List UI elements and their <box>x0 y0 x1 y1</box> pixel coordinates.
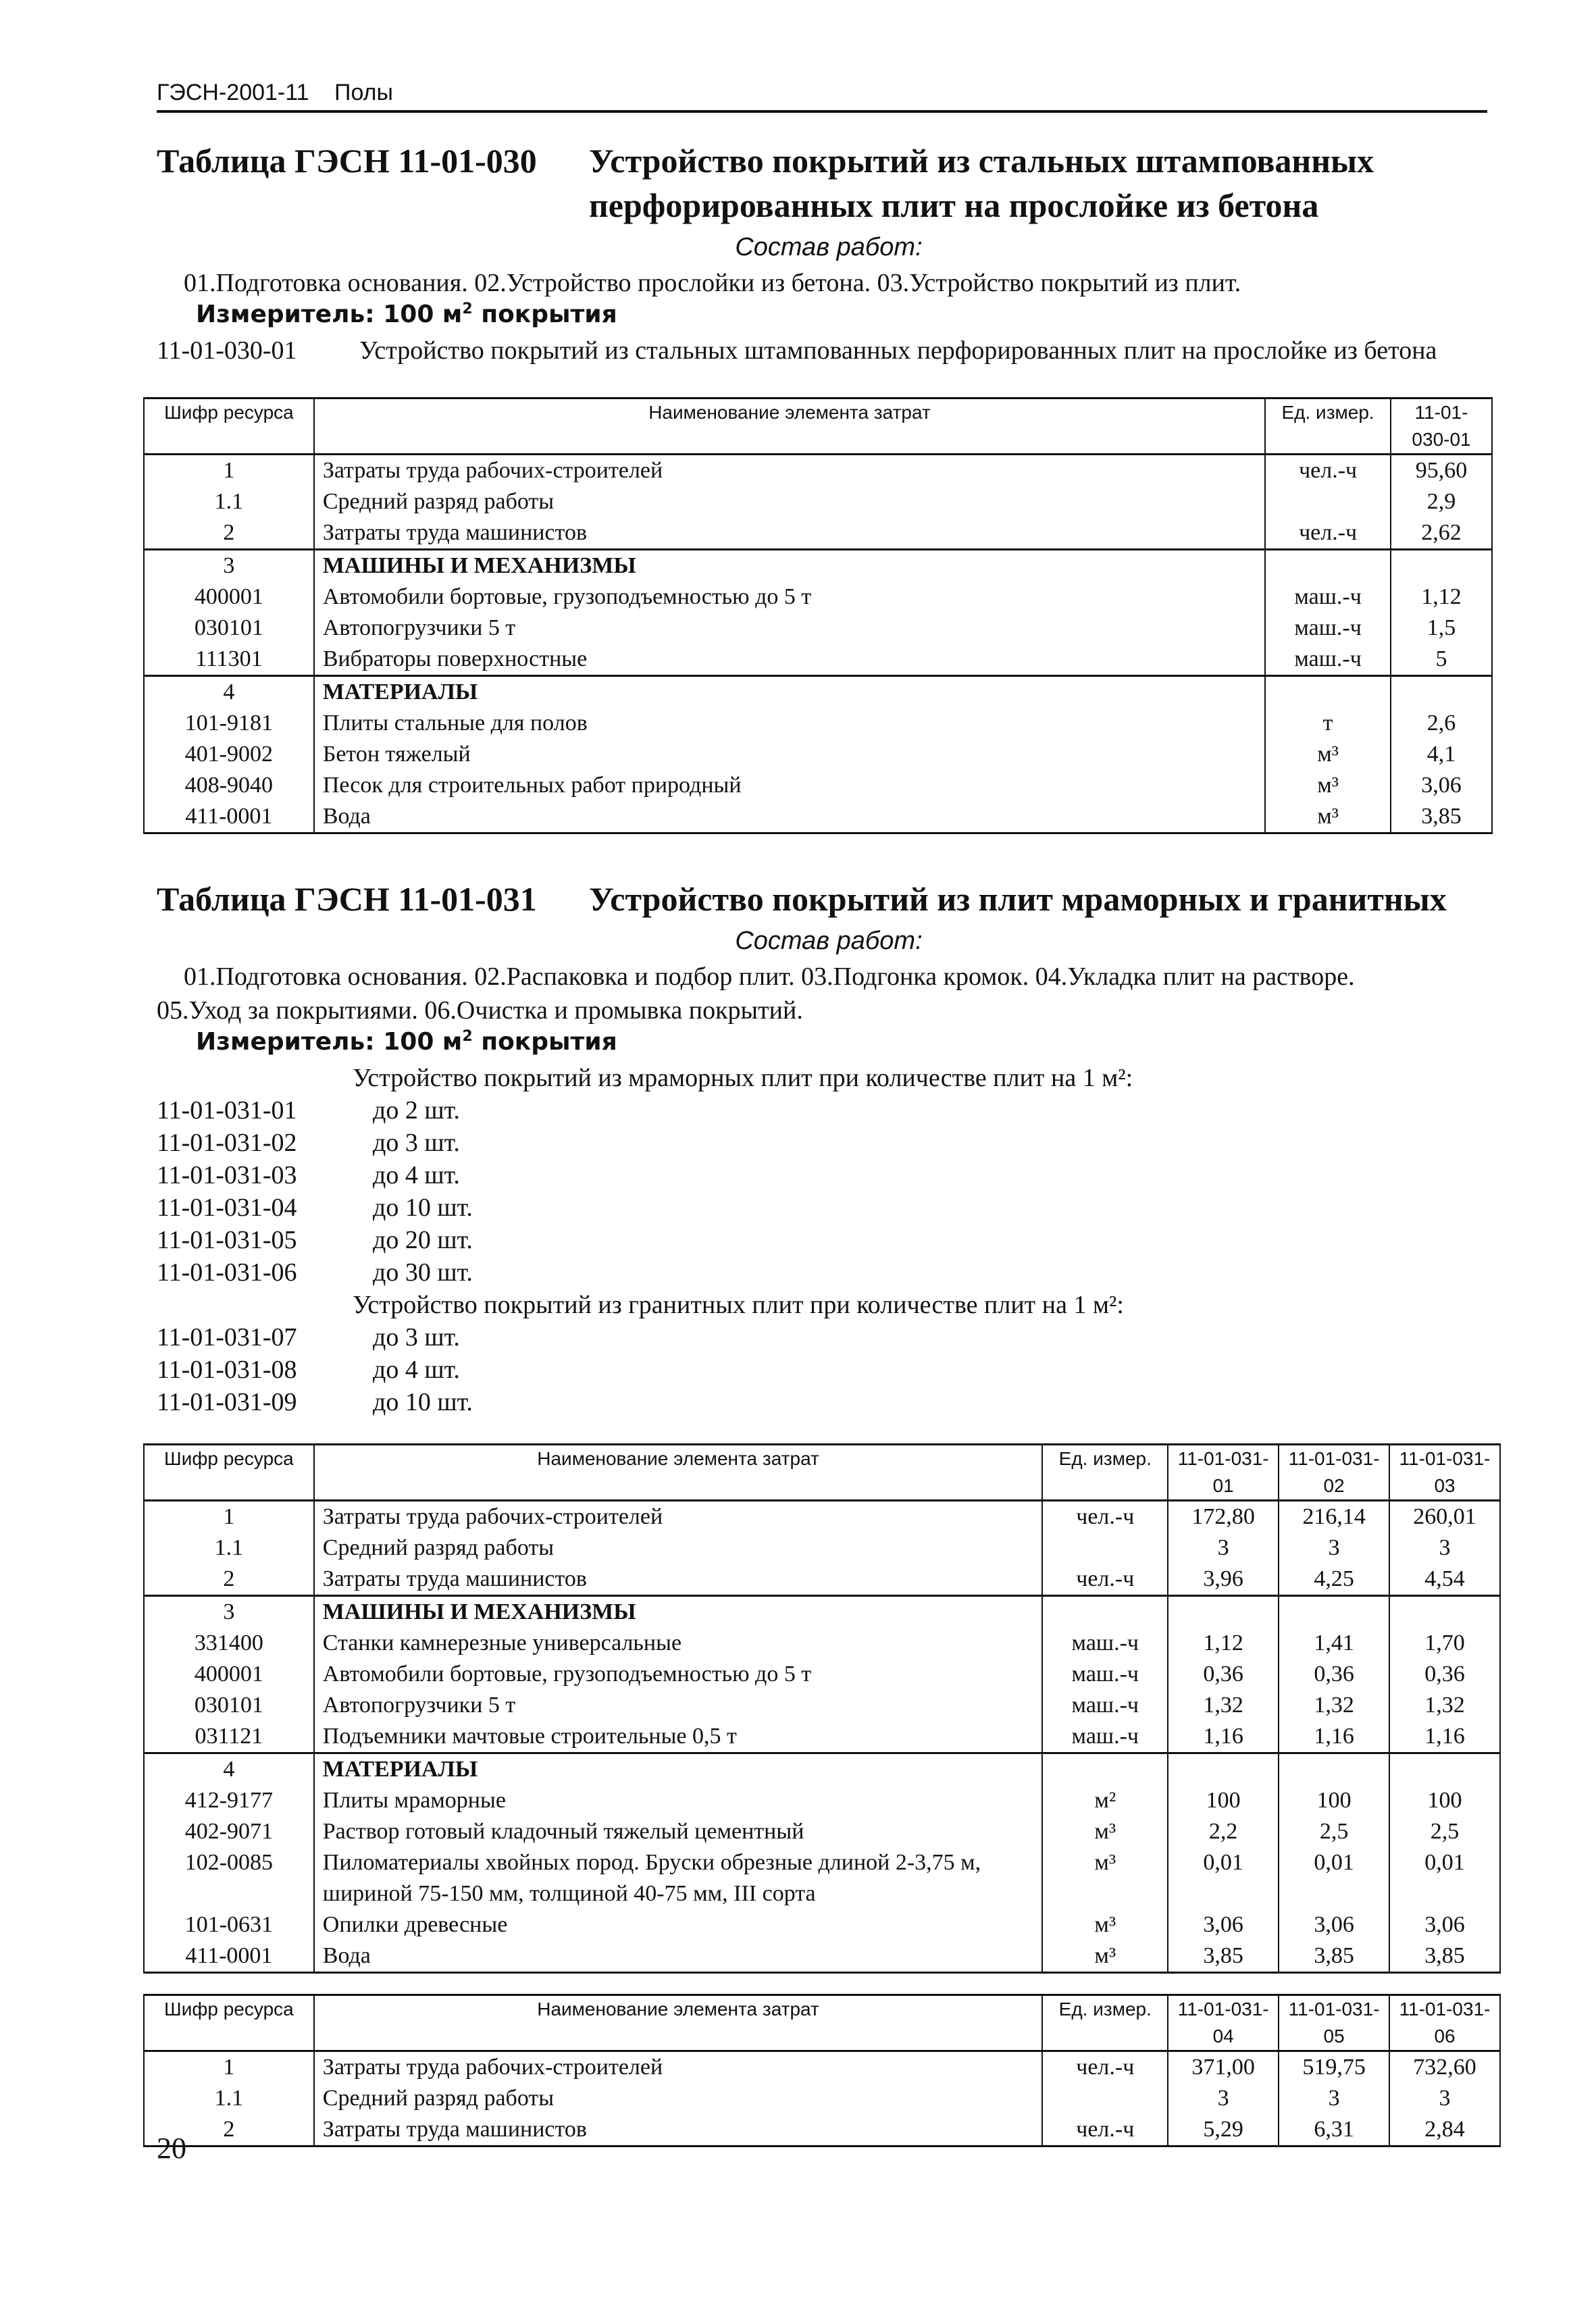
norm-value-cell: 1,5 <box>1391 613 1492 644</box>
col-header-code: Шифр ресурса <box>144 1445 314 1501</box>
norm-value-cell: 95,60 <box>1391 455 1492 487</box>
norm-value-cell: 3 <box>1389 1533 1500 1564</box>
resource-code-cell: 402-9071 <box>144 1816 314 1847</box>
resource-code-cell: 1 <box>144 2051 314 2084</box>
norm-value-cell: 1,16 <box>1279 1721 1389 1753</box>
norm-value-cell: 519,75 <box>1279 2051 1389 2084</box>
granite-intro: Устройство покрытий из гранитных плит при количестве плит на 1 м²: <box>353 1291 1124 1319</box>
item-desc: до 30 шт. <box>373 1258 473 1287</box>
unit-cell: маш.-ч <box>1042 1659 1168 1690</box>
table1-title-line2: перфорированных плит на прослойке из бетона <box>589 186 1319 224</box>
unit-cell: м³ <box>1265 770 1391 801</box>
unit-cell <box>1265 676 1391 709</box>
norm-value-cell: 3,85 <box>1391 801 1492 833</box>
item-desc: до 2 шт. <box>373 1096 460 1125</box>
unit-cell: т <box>1265 708 1391 739</box>
table-row <box>144 486 1492 517</box>
item-row <box>157 1224 1133 1256</box>
item-code: 11-01-031-06 <box>157 1258 297 1287</box>
cost-element-cell: Затраты труда рабочих-строителей <box>314 1501 1043 1533</box>
resource-code-cell: 400001 <box>144 582 314 613</box>
cost-element-cell: Затраты труда машинистов <box>314 1564 1043 1596</box>
cost-element-cell: Затраты труда машинистов <box>314 2114 1043 2146</box>
section-name: Полы <box>334 80 393 105</box>
norm-value-cell: 2,9 <box>1391 486 1492 517</box>
norm-value-cell: 0,36 <box>1389 1659 1500 1690</box>
table-row <box>144 1690 1500 1721</box>
unit-cell: маш.-ч <box>1042 1721 1168 1753</box>
cost-element-cell: Средний разряд работы <box>314 2083 1043 2114</box>
norm-value-cell: 1,70 <box>1389 1628 1500 1659</box>
resource-code-cell: 1.1 <box>144 486 314 517</box>
item-code: 11-01-031-03 <box>157 1161 297 1189</box>
norm-value-cell: 260,01 <box>1389 1501 1500 1533</box>
table2-header-row <box>144 1445 1500 1501</box>
resource-code-cell: 408-9040 <box>144 770 314 801</box>
norm-value-cell: 6,31 <box>1279 2114 1389 2146</box>
norm-value-cell: 0,01 <box>1279 1847 1389 1909</box>
item-row <box>157 1321 1133 1354</box>
col-header-unit: Ед. измер. <box>1265 398 1391 455</box>
norm-value-cell: 3 <box>1279 2083 1389 2114</box>
norm-value-cell: 3,85 <box>1168 1940 1279 1973</box>
norm-value-cell: 3 <box>1168 1533 1279 1564</box>
norm-value-cell: 0,01 <box>1168 1847 1279 1909</box>
cost-element-cell: Затраты труда рабочих-строителей <box>314 455 1265 487</box>
col-header-value-4: 11-01-031-04 <box>1168 1995 1279 2051</box>
table2-grid <box>143 1443 1501 1974</box>
resource-code-cell: 4 <box>144 1753 314 1786</box>
table2-composition-label: Состав работ: <box>735 927 923 955</box>
table1-item-desc: Устройство покрытий из стальных штампованных перфорированных плит на прослойке из бетона <box>359 336 1437 365</box>
cost-element-cell: Средний разряд работы <box>314 1533 1043 1564</box>
norm-value-cell: 100 <box>1279 1785 1389 1816</box>
resource-code-cell: 1 <box>144 1501 314 1533</box>
unit-cell: м³ <box>1265 739 1391 770</box>
page-number: 20 <box>157 2132 186 2165</box>
table1-item-code: 11-01-030-01 <box>157 336 297 365</box>
cost-element-cell: Опилки древесные <box>314 1909 1043 1940</box>
col-header-code: Шифр ресурса <box>144 398 314 455</box>
unit-cell: чел.-ч <box>1042 2114 1168 2146</box>
table-row <box>144 517 1492 550</box>
table2-title: Устройство покрытий из плит мраморных и гранитных <box>589 880 1447 918</box>
norm-value-cell: 2,62 <box>1391 517 1492 550</box>
norm-value-cell: 3,06 <box>1391 770 1492 801</box>
table-row <box>144 455 1492 487</box>
table-row <box>144 1533 1500 1564</box>
unit-cell: м³ <box>1265 801 1391 833</box>
resource-code-cell: 331400 <box>144 1628 314 1659</box>
table1-composition-label: Состав работ: <box>735 233 923 261</box>
cost-element-cell: Вибраторы поверхностные <box>314 644 1265 676</box>
resource-code-cell: 1.1 <box>144 1533 314 1564</box>
running-header <box>157 80 1487 113</box>
norm-value-cell <box>1168 1596 1279 1628</box>
norm-value-cell: 2,5 <box>1389 1816 1500 1847</box>
unit-cell: чел.-ч <box>1042 2051 1168 2084</box>
item-code: 11-01-031-08 <box>157 1356 297 1384</box>
unit-cell: маш.-ч <box>1265 613 1391 644</box>
resource-code-cell: 3 <box>144 550 314 582</box>
item-row <box>157 1094 1133 1127</box>
col-header-name: Наименование элемента затрат <box>314 1445 1043 1501</box>
section-heading-cell: МАТЕРИАЛЫ <box>314 676 1265 709</box>
unit-cell: м³ <box>1042 1909 1168 1940</box>
resource-code-cell: 412-9177 <box>144 1785 314 1816</box>
table-row <box>144 2083 1500 2114</box>
unit-cell: маш.-ч <box>1042 1690 1168 1721</box>
table-row <box>144 1659 1500 1690</box>
table-row <box>144 1501 1500 1533</box>
table-row <box>144 1753 1500 1786</box>
norm-value-cell: 5,29 <box>1168 2114 1279 2146</box>
cost-element-cell: Автомобили бортовые, грузоподъемностью до 5 т <box>314 582 1265 613</box>
table-row <box>144 582 1492 613</box>
norm-value-cell: 0,01 <box>1389 1847 1500 1909</box>
col-header-value: 11-01-030-01 <box>1391 398 1492 455</box>
cost-element-cell: Вода <box>314 801 1265 833</box>
norm-value-cell: 3,06 <box>1168 1909 1279 1940</box>
table1-heading <box>157 138 1501 228</box>
table-row <box>144 644 1492 676</box>
cost-element-cell: Затраты труда рабочих-строителей <box>314 2051 1043 2084</box>
unit-cell: чел.-ч <box>1265 455 1391 487</box>
norm-value-cell: 0,36 <box>1168 1659 1279 1690</box>
table1-title-line1: Устройство покрытий из стальных штампованных <box>589 142 1374 180</box>
norm-value-cell: 3 <box>1168 2083 1279 2114</box>
cost-element-cell: Вода <box>314 1940 1043 1973</box>
unit-cell: маш.-ч <box>1265 582 1391 613</box>
norm-value-cell: 2,5 <box>1279 1816 1389 1847</box>
table-row <box>144 1909 1500 1940</box>
item-desc: до 3 шт. <box>373 1323 460 1352</box>
norm-value-cell: 4,25 <box>1279 1564 1389 1596</box>
resource-code-cell: 102-0085 <box>144 1847 314 1909</box>
norm-value-cell: 100 <box>1168 1785 1279 1816</box>
unit-cell <box>1265 550 1391 582</box>
col-header-value-2: 11-01-031-02 <box>1279 1445 1389 1501</box>
unit-cell: чел.-ч <box>1265 517 1391 550</box>
norm-value-cell: 3,96 <box>1168 1564 1279 1596</box>
norm-value-cell: 3,85 <box>1389 1940 1500 1973</box>
norm-value-cell: 1,16 <box>1168 1721 1279 1753</box>
norm-value-cell: 0,36 <box>1279 1659 1389 1690</box>
norm-value-cell: 2,2 <box>1168 1816 1279 1847</box>
norm-value-cell: 2,6 <box>1391 708 1492 739</box>
table2-measure: Измеритель: 100 $м^2$ покрытия <box>196 1028 617 1056</box>
doc-code: ГЭСН-2001-11 <box>157 80 309 105</box>
resource-code-cell: 1.1 <box>144 2083 314 2114</box>
resource-code-cell: 411-0001 <box>144 1940 314 1973</box>
item-row <box>157 1127 1133 1159</box>
item-row <box>157 1386 1133 1418</box>
cost-element-cell: Бетон тяжелый <box>314 739 1265 770</box>
resource-code-cell: 111301 <box>144 644 314 676</box>
norm-value-cell <box>1279 1753 1389 1786</box>
item-row <box>157 1256 1133 1289</box>
norm-value-cell: 3 <box>1389 2083 1500 2114</box>
col-header-unit: Ед. измер. <box>1042 1445 1168 1501</box>
unit-cell: чел.-ч <box>1042 1564 1168 1596</box>
norm-value-cell: 5 <box>1391 644 1492 676</box>
table-row <box>144 1596 1500 1628</box>
cost-element-cell: Подъемники мачтовые строительные 0,5 т <box>314 1721 1043 1753</box>
norm-value-cell: 1,41 <box>1279 1628 1389 1659</box>
cost-element-cell: Автомобили бортовые, грузоподъемностью до 5 т <box>314 1659 1043 1690</box>
norm-value-cell: 100 <box>1389 1785 1500 1816</box>
table3-grid <box>143 1994 1501 2147</box>
cost-element-cell: Автопогрузчики 5 т <box>314 1690 1043 1721</box>
table-row <box>144 613 1492 644</box>
unit-cell: маш.-ч <box>1042 1628 1168 1659</box>
cost-element-cell: Пиломатериалы хвойных пород. Бруски обрезные длиной 2-3,75 м, шириной 75-150 мм, толщиной 40-75 мм, III сорта <box>314 1847 1043 1909</box>
resource-code-cell: 101-0631 <box>144 1909 314 1940</box>
norm-value-cell <box>1389 1596 1500 1628</box>
norm-value-cell: 1,12 <box>1168 1628 1279 1659</box>
item-code: 11-01-031-07 <box>157 1323 297 1352</box>
table-row <box>144 801 1492 833</box>
table1-measure: Измеритель: 100 $м^2$ покрытия <box>196 301 617 328</box>
table-row <box>144 770 1492 801</box>
table1-code: Таблица ГЭСН 11-01-030 <box>157 142 537 180</box>
norm-value-cell: 1,32 <box>1279 1690 1389 1721</box>
resource-code-cell: 030101 <box>144 1690 314 1721</box>
item-row <box>157 1354 1133 1386</box>
cost-element-cell: Раствор готовый кладочный тяжелый цементный <box>314 1816 1043 1847</box>
unit-cell <box>1042 1753 1168 1786</box>
cost-element-cell: Плиты стальные для полов <box>314 708 1265 739</box>
table-row <box>144 1628 1500 1659</box>
resource-code-cell: 101-9181 <box>144 708 314 739</box>
norm-value-cell: 3 <box>1279 1533 1389 1564</box>
item-desc: до 3 шт. <box>373 1129 460 1157</box>
norm-value-cell: 4,54 <box>1389 1564 1500 1596</box>
cost-element-cell: Средний разряд работы <box>314 486 1265 517</box>
resource-code-cell: 401-9002 <box>144 739 314 770</box>
table-row <box>144 739 1492 770</box>
resource-code-cell: 400001 <box>144 1659 314 1690</box>
section-heading-cell: МАШИНЫ И МЕХАНИЗМЫ <box>314 1596 1043 1628</box>
unit-cell: м³ <box>1042 1847 1168 1909</box>
cost-element-cell: Песок для строительных работ природный <box>314 770 1265 801</box>
table2-item-list <box>157 1062 1133 1418</box>
resource-code-cell: 411-0001 <box>144 801 314 833</box>
norm-value-cell: 172,80 <box>1168 1501 1279 1533</box>
unit-cell: м³ <box>1042 1940 1168 1973</box>
table-row <box>144 1847 1500 1909</box>
resource-code-cell: 031121 <box>144 1721 314 1753</box>
item-desc: до 10 шт. <box>373 1388 473 1416</box>
resource-code-cell: 2 <box>144 2114 314 2146</box>
norm-value-cell: 732,60 <box>1389 2051 1500 2084</box>
table-row <box>144 1564 1500 1596</box>
col-header-value-6: 11-01-031-06 <box>1389 1995 1500 2051</box>
col-header-value-3: 11-01-031-03 <box>1389 1445 1500 1501</box>
unit-cell <box>1042 1596 1168 1628</box>
table-row <box>144 1940 1500 1973</box>
cost-element-cell: Автопогрузчики 5 т <box>314 613 1265 644</box>
marble-intro: Устройство покрытий из мраморных плит при количестве плит на 1 м²: <box>353 1064 1133 1092</box>
item-row <box>157 1191 1133 1224</box>
norm-value-cell: 3,06 <box>1389 1909 1500 1940</box>
table-row <box>144 2051 1500 2084</box>
item-desc: до 20 шт. <box>373 1226 473 1254</box>
col-header-value-1: 11-01-031-01 <box>1168 1445 1279 1501</box>
table1-header-row <box>144 398 1492 455</box>
table2-code: Таблица ГЭСН 11-01-031 <box>157 880 537 918</box>
norm-value-cell: 216,14 <box>1279 1501 1389 1533</box>
table2-composition-line2: 05.Уход за покрытиями. 06.Очистка и промывка покрытий. <box>157 996 803 1025</box>
table1-composition: 01.Подготовка основания. 02.Устройство прослойки из бетона. 03.Устройство покрытий из плит. <box>184 269 1241 297</box>
cost-element-cell: Станки камнерезные универсальные <box>314 1628 1043 1659</box>
norm-value-cell <box>1391 550 1492 582</box>
table3-header-row <box>144 1995 1500 2051</box>
norm-value-cell <box>1168 1753 1279 1786</box>
col-header-value-5: 11-01-031-05 <box>1279 1995 1389 2051</box>
norm-value-cell <box>1391 676 1492 709</box>
unit-cell <box>1265 486 1391 517</box>
norm-value-cell: 1,12 <box>1391 582 1492 613</box>
col-header-name: Наименование элемента затрат <box>314 1995 1043 2051</box>
item-desc: до 10 шт. <box>373 1193 473 1222</box>
item-code: 11-01-031-01 <box>157 1096 297 1125</box>
item-code: 11-01-031-05 <box>157 1226 297 1254</box>
norm-value-cell: 3,85 <box>1279 1940 1389 1973</box>
norm-value-cell: 3,06 <box>1279 1909 1389 1940</box>
cost-element-cell: Плиты мраморные <box>314 1785 1043 1816</box>
section-heading-cell: МАТЕРИАЛЫ <box>314 1753 1043 1786</box>
norm-value-cell: 371,00 <box>1168 2051 1279 2084</box>
table-row <box>144 676 1492 709</box>
norm-value-cell: 2,84 <box>1389 2114 1500 2146</box>
table-row <box>144 1816 1500 1847</box>
resource-code-cell: 3 <box>144 1596 314 1628</box>
norm-value-cell: 1,16 <box>1389 1721 1500 1753</box>
item-code: 11-01-031-04 <box>157 1193 297 1222</box>
unit-cell: м² <box>1042 1785 1168 1816</box>
resource-code-cell: 1 <box>144 455 314 487</box>
item-row <box>157 1159 1133 1191</box>
norm-value-cell <box>1279 1596 1389 1628</box>
item-code: 11-01-031-02 <box>157 1129 297 1157</box>
table-row <box>144 708 1492 739</box>
unit-cell <box>1042 2083 1168 2114</box>
cost-element-cell: Затраты труда машинистов <box>314 517 1265 550</box>
resource-code-cell: 2 <box>144 517 314 550</box>
norm-value-cell: 4,1 <box>1391 739 1492 770</box>
table2-composition-line1: 01.Подготовка основания. 02.Распаковка и подбор плит. 03.Подгонка кромок. 04.Укладка плит на растворе. <box>184 962 1355 991</box>
item-code: 11-01-031-09 <box>157 1388 297 1416</box>
col-header-code: Шифр ресурса <box>144 1995 314 2051</box>
resource-code-cell: 2 <box>144 1564 314 1596</box>
table1-grid <box>143 397 1493 834</box>
table-row <box>144 550 1492 582</box>
unit-cell: маш.-ч <box>1265 644 1391 676</box>
norm-value-cell: 1,32 <box>1389 1690 1500 1721</box>
table-row <box>144 1721 1500 1753</box>
col-header-name: Наименование элемента затрат <box>314 398 1265 455</box>
resource-code-cell: 030101 <box>144 613 314 644</box>
table-row <box>144 1785 1500 1816</box>
resource-code-cell: 4 <box>144 676 314 709</box>
norm-value-cell <box>1389 1753 1500 1786</box>
norm-value-cell: 1,32 <box>1168 1690 1279 1721</box>
unit-cell: чел.-ч <box>1042 1501 1168 1533</box>
table2-heading <box>157 877 1501 921</box>
table1-item <box>157 336 1501 365</box>
col-header-unit: Ед. измер. <box>1042 1995 1168 2051</box>
unit-cell: м³ <box>1042 1816 1168 1847</box>
item-desc: до 4 шт. <box>373 1161 460 1189</box>
item-desc: до 4 шт. <box>373 1356 460 1384</box>
unit-cell <box>1042 1533 1168 1564</box>
table-row <box>144 2114 1500 2146</box>
section-heading-cell: МАШИНЫ И МЕХАНИЗМЫ <box>314 550 1265 582</box>
